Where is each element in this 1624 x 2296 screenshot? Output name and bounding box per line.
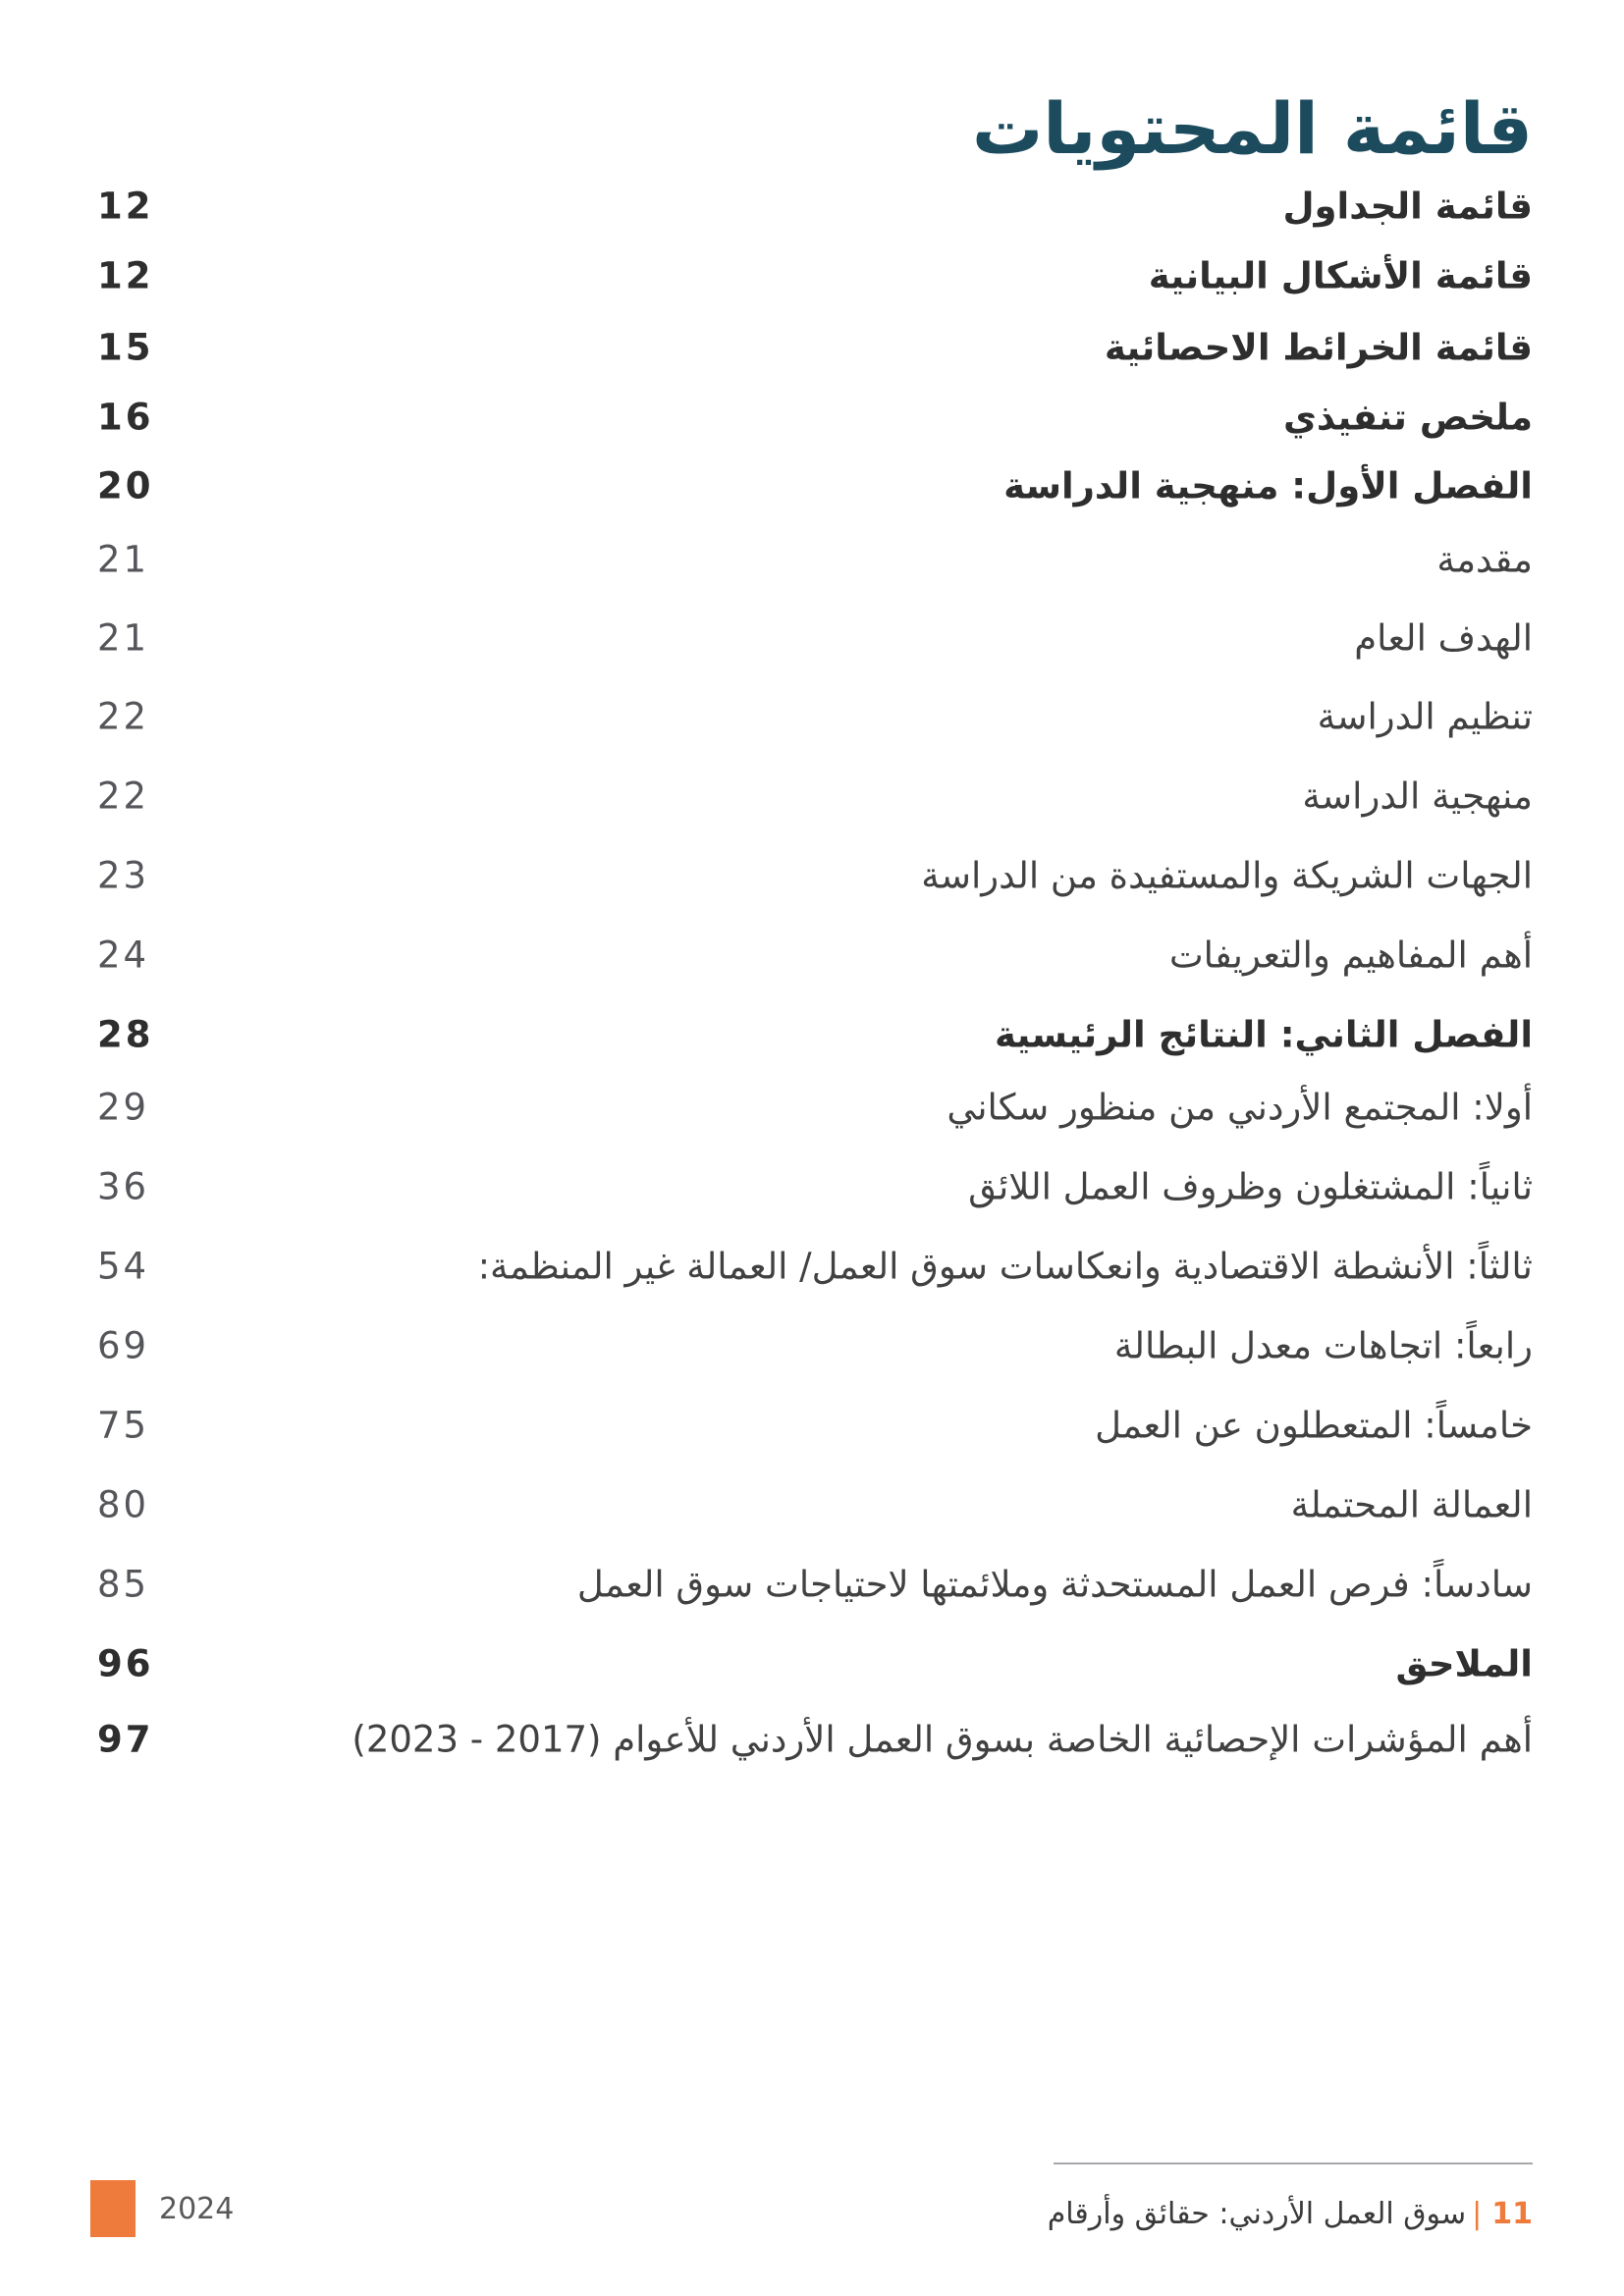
year-accent-square	[90, 2180, 135, 2237]
toc-entry-label: رابعاً: اتجاهات معدل البطالة	[1113, 1324, 1533, 1367]
toc-entry-label: الفصل الثاني: النتائج الرئيسية	[994, 1013, 1533, 1056]
toc-entry-page: 12	[97, 254, 154, 297]
toc-row	[97, 1246, 1533, 1288]
toc-entry-page: 36	[97, 1165, 150, 1208]
toc-row	[97, 255, 1533, 297]
toc-entry-page: 97	[97, 1718, 154, 1761]
toc-entry-page: 80	[97, 1483, 150, 1526]
toc-row	[97, 617, 1533, 660]
toc-row	[97, 1014, 1533, 1056]
toc-row	[97, 1166, 1533, 1208]
toc-row	[97, 1484, 1533, 1526]
toc-entry-label: قائمة الأشكال البيانية	[1148, 254, 1533, 297]
toc-entry-page: 21	[97, 616, 150, 660]
toc-entry-label: أهم المؤشرات الإحصائية الخاصة بسوق العمل الأردني للأعوام (2017 - 2023)	[352, 1718, 1533, 1761]
toc-entry-page: 21	[97, 538, 150, 581]
toc-entry-page: 20	[97, 464, 154, 507]
footer-separator: |	[1472, 2197, 1483, 2231]
toc-row	[97, 186, 1533, 228]
toc-entry-page: 22	[97, 774, 150, 818]
toc-entry-page: 28	[97, 1013, 154, 1056]
toc-row	[97, 1325, 1533, 1367]
toc-entry-label: الجهات الشريكة والمستفيدة من الدراسة	[921, 854, 1533, 897]
toc-entry-page: 23	[97, 854, 150, 897]
toc-row	[97, 327, 1533, 369]
toc-entry-page: 75	[97, 1404, 150, 1447]
toc-entry-label: سادساً: فرص العمل المستحدثة وملائمتها لاحتياجات سوق العمل	[576, 1563, 1533, 1606]
toc-entry-page: 29	[97, 1086, 150, 1129]
toc-entry-label: أولا: المجتمع الأردني من منظور سكاني	[947, 1086, 1533, 1129]
toc-entry-label: منهجية الدراسة	[1302, 774, 1533, 818]
toc-entry-page: 15	[97, 326, 154, 369]
toc-entry-label: تنظيم الدراسة	[1317, 695, 1533, 738]
toc-entry-page: 16	[97, 396, 154, 439]
toc-row	[97, 465, 1533, 507]
footer-page-number: 11	[1491, 2197, 1533, 2231]
toc-entry-page: 96	[97, 1642, 154, 1685]
footer-page-info	[1048, 2197, 1533, 2231]
toc-entry-page: 22	[97, 695, 150, 738]
toc-row	[97, 1087, 1533, 1129]
toc-row	[97, 397, 1533, 439]
footer-divider	[1054, 2163, 1533, 2164]
footer-report-title: سوق العمل الأردني: حقائق وأرقام	[1047, 2197, 1467, 2231]
toc-row	[97, 775, 1533, 818]
toc-entry-label: ثانياً: المشتغلون وظروف العمل اللائق	[968, 1165, 1533, 1208]
toc-entry-label: قائمة الخرائط الاحصائية	[1104, 326, 1533, 369]
toc-entry-page: 69	[97, 1324, 150, 1367]
toc-entry-page: 85	[97, 1563, 150, 1606]
toc-entry-label: العمالة المحتملة	[1290, 1483, 1533, 1526]
toc-entry-page: 24	[97, 934, 150, 977]
toc-entry-label: مقدمة	[1436, 538, 1533, 581]
toc-row	[97, 539, 1533, 581]
toc-entry-label: الملاحق	[1395, 1642, 1533, 1685]
toc-entry-page: 12	[97, 185, 154, 228]
toc-row	[97, 1405, 1533, 1447]
page-title: قائمة المحتويات	[971, 87, 1533, 170]
toc-entry-label: قائمة الجداول	[1282, 185, 1533, 228]
toc-row	[97, 855, 1533, 897]
toc-entry-page: 54	[97, 1245, 150, 1288]
toc-entry-label: الهدف العام	[1354, 616, 1533, 660]
toc-entry-label: الفصل الأول: منهجية الدراسة	[1003, 464, 1533, 507]
toc-entry-label: ثالثاً: الأنشطة الاقتصادية وانعكاسات سوق العمل/ العمالة غير المنظمة:	[477, 1245, 1533, 1288]
toc-entry-label: ملخص تنفيذي	[1282, 396, 1533, 439]
year-label: 2024	[159, 2192, 235, 2226]
toc-row	[97, 1719, 1533, 1761]
toc-entry-label: خامساً: المتعطلون عن العمل	[1095, 1404, 1533, 1447]
toc-row	[97, 934, 1533, 977]
toc-row	[97, 1564, 1533, 1606]
toc-row	[97, 1643, 1533, 1685]
toc-row	[97, 696, 1533, 738]
toc-entry-label: أهم المفاهيم والتعريفات	[1168, 934, 1533, 977]
